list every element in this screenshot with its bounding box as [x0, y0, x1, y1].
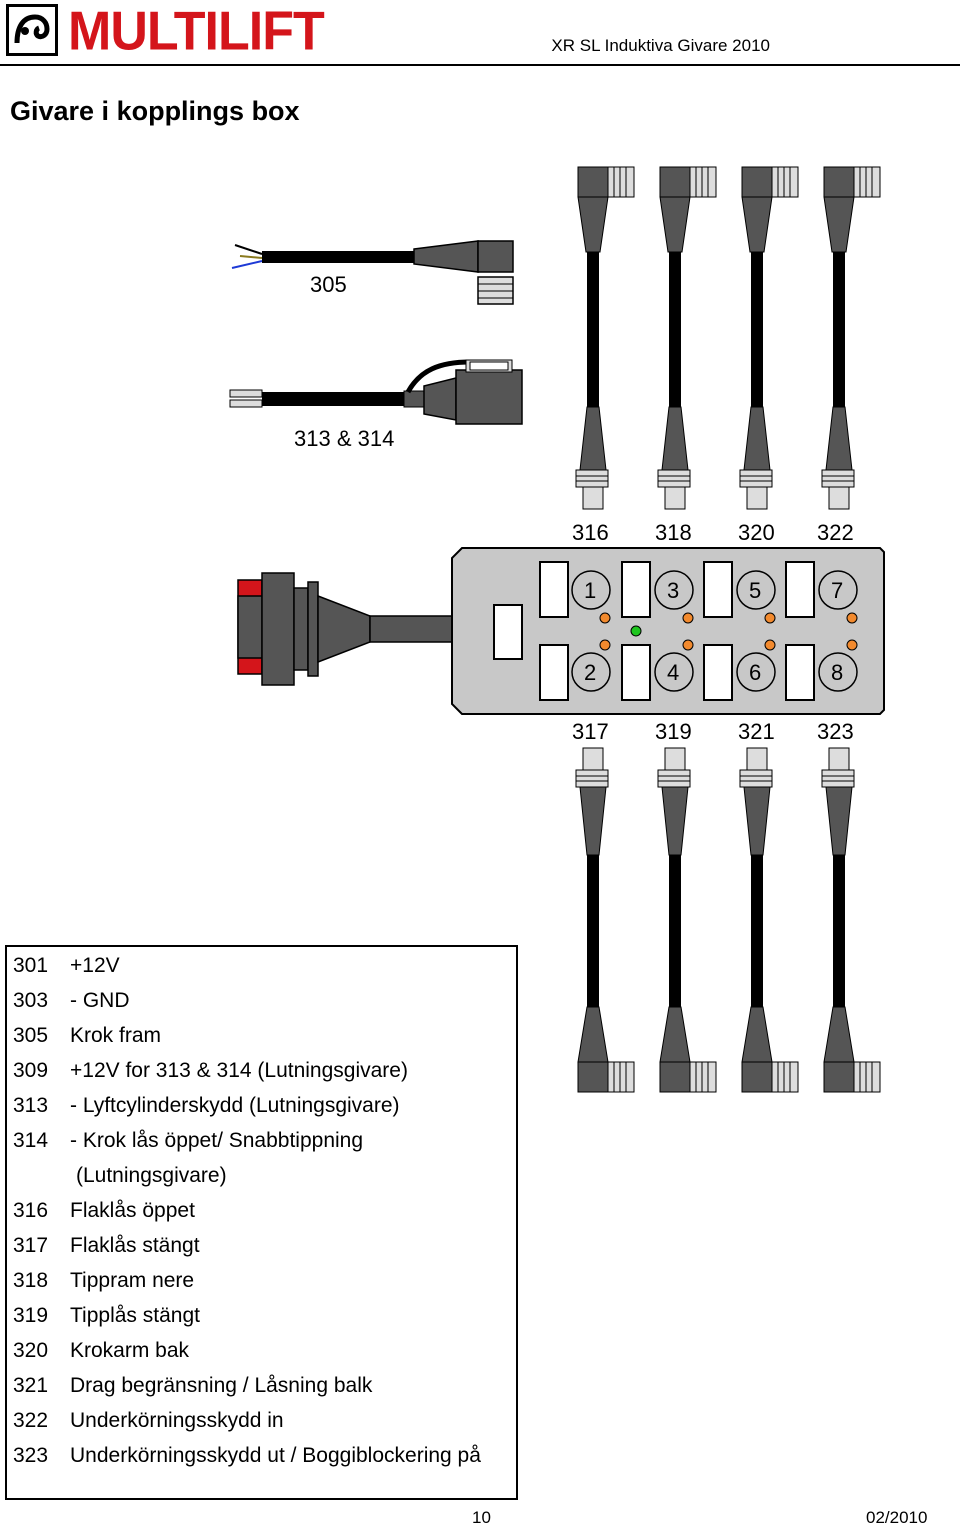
document-title: XR SL Induktiva Givare 2010 — [551, 36, 770, 55]
legend-code: 309 — [13, 1059, 49, 1082]
legend-text: Flaklås stängt — [70, 1234, 200, 1257]
port-7: 7 — [831, 578, 844, 603]
sensor-305-cable — [232, 241, 513, 304]
legend-row — [13, 1024, 161, 1048]
legend-text: - Krok lås öppet/ Snabbtippning — [70, 1129, 364, 1152]
port-3: 3 — [667, 578, 680, 603]
legend-code: 317 — [13, 1234, 49, 1257]
legend-row — [13, 1094, 400, 1118]
page-title: Givare i kopplings box — [10, 96, 300, 126]
footer-date: 02/2010 — [866, 1508, 928, 1527]
port-6: 6 — [749, 660, 762, 685]
legend-code: 314 — [13, 1129, 49, 1152]
legend-row — [13, 1199, 195, 1223]
sensor-305-label: 305 — [310, 272, 347, 297]
legend-code: 303 — [13, 989, 49, 1012]
legend-code: 319 — [13, 1304, 49, 1327]
top-label-318: 318 — [655, 520, 692, 545]
legend-text: +12V for 313 & 314 (Lutningsgivare) — [70, 1059, 408, 1082]
legend-text: (Lutningsgivare) — [76, 1164, 227, 1187]
legend-text: Tipplås stängt — [70, 1304, 200, 1327]
top-label-322: 322 — [817, 520, 854, 545]
legend-text: - Lyftcylinderskydd (Lutningsgivare) — [70, 1094, 400, 1117]
port-1: 1 — [584, 578, 597, 603]
legend-row — [13, 989, 130, 1013]
legend-row — [13, 1304, 200, 1328]
brand-logo-text: MULTILIFT — [68, 1, 324, 62]
sensor-313-314-label: 313 & 314 — [294, 426, 395, 451]
legend-code: 316 — [13, 1199, 49, 1222]
legend-text: Krokarm bak — [70, 1339, 190, 1362]
port-4: 4 — [667, 660, 680, 685]
legend-row — [13, 1234, 200, 1258]
main-cable-plug — [238, 573, 454, 685]
legend-row — [13, 1444, 481, 1468]
legend-row — [13, 1059, 408, 1083]
bottom-label-317: 317 — [572, 719, 609, 744]
port-2: 2 — [584, 660, 597, 685]
legend-text: Flaklås öppet — [70, 1199, 195, 1222]
legend-text: Drag begränsning / Låsning balk — [70, 1374, 373, 1397]
legend-code: 318 — [13, 1269, 49, 1292]
port-5: 5 — [749, 578, 762, 603]
legend-code: 305 — [13, 1024, 49, 1047]
legend-row — [13, 954, 120, 978]
legend-text: Underkörningsskydd ut / Boggiblockering på — [70, 1444, 481, 1467]
legend-code: 301 — [13, 954, 49, 977]
legend-code: 313 — [13, 1094, 49, 1117]
legend-row-continuation — [76, 1164, 227, 1188]
legend-row — [13, 1129, 363, 1153]
legend-code: 322 — [13, 1409, 49, 1432]
legend-row — [13, 1409, 284, 1433]
legend-row — [13, 1269, 194, 1293]
legend-text: Krok fram — [70, 1024, 162, 1047]
bottom-sensor-cables — [576, 748, 880, 1092]
legend-text: - GND — [70, 989, 130, 1012]
top-sensor-cables — [576, 167, 880, 509]
legend-text: Tippram nere — [70, 1269, 195, 1292]
bottom-label-319: 319 — [655, 719, 692, 744]
top-label-316: 316 — [572, 520, 609, 545]
top-label-320: 320 — [738, 520, 775, 545]
legend-text: +12V — [70, 954, 120, 977]
legend-code: 320 — [13, 1339, 49, 1362]
legend-box — [5, 945, 518, 1500]
legend-text: Underkörningsskydd in — [70, 1409, 284, 1432]
bottom-label-323: 323 — [817, 719, 854, 744]
junction-box — [452, 548, 884, 714]
bottom-label-321: 321 — [738, 719, 775, 744]
legend-code: 323 — [13, 1444, 49, 1467]
sensor-313-314-cable — [230, 360, 522, 424]
page-number: 10 — [472, 1508, 491, 1527]
port-8: 8 — [831, 660, 844, 685]
legend-row — [13, 1339, 189, 1363]
legend-row — [13, 1374, 372, 1398]
legend-code: 321 — [13, 1374, 49, 1397]
